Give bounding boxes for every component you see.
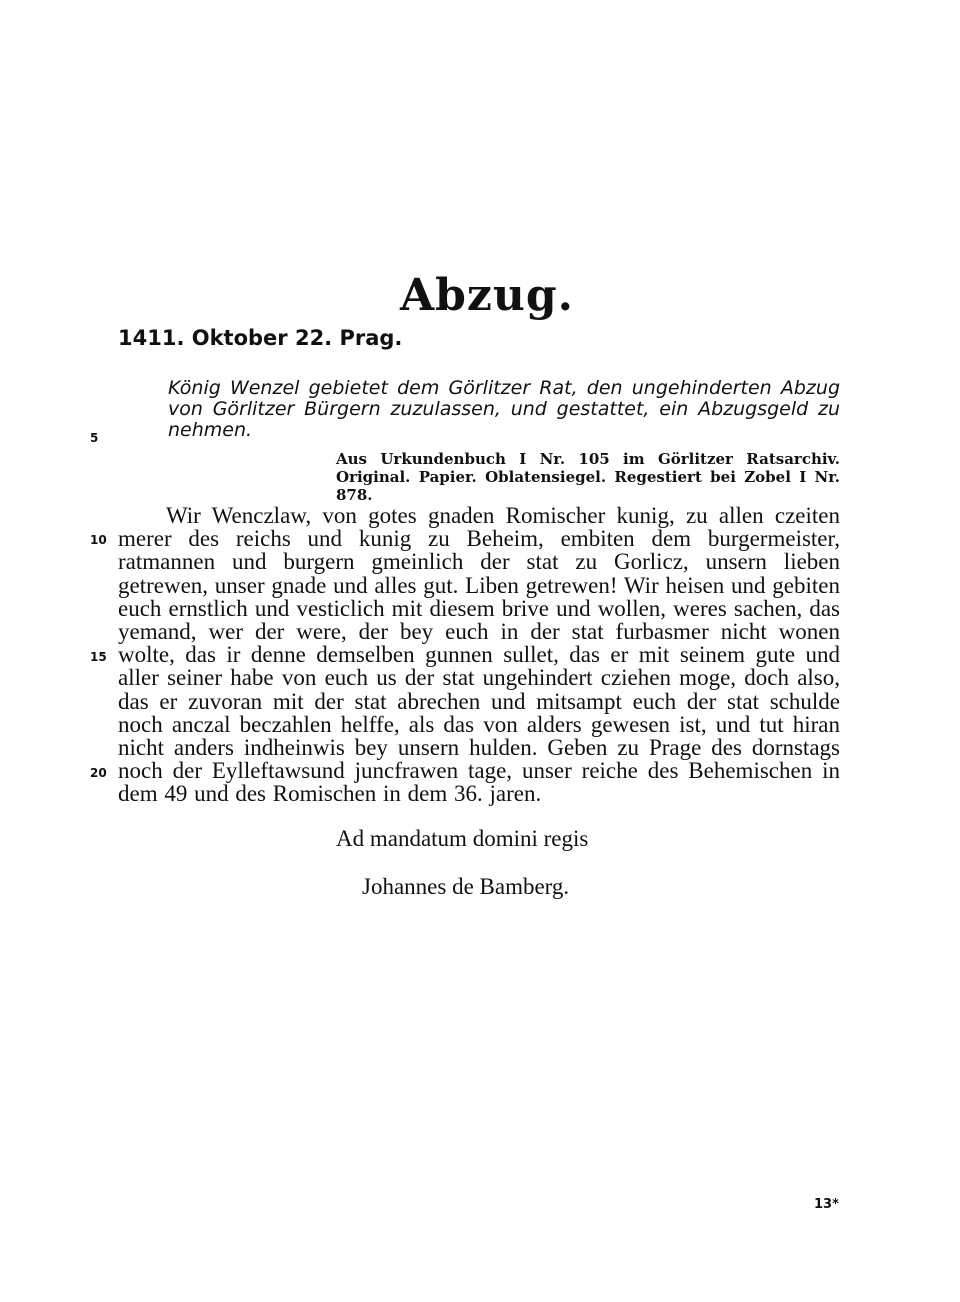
source-note: Aus Urkundenbuch I Nr. 105 im Görlitzer Ratsarchiv. Original. Papier. Oblatensiegel. Regestiert bei Zobel I Nr. 878. (336, 450, 840, 504)
closing-mandate: Ad mandatum domini regis (336, 826, 589, 851)
line-number-10: 10 (90, 533, 107, 547)
summary-paragraph: König Wenzel gebietet dem Görlitzer Rat, den ungehinderten Abzug von Görlitzer Bürgern zuzulassen, und gestattet, ein Abzugsgeld zu nehmen. (168, 377, 840, 441)
closing-signature: Johannes de Bamberg. (362, 874, 570, 899)
line-number-5: 5 (90, 431, 99, 445)
line-number-15: 15 (90, 650, 107, 664)
page-number: 13* (814, 1197, 839, 1212)
body-text: Wir Wenczlaw, von gotes gnaden Romischer kunig, zu allen czeiten merer des reichs und kunig zu Beheim, embiten dem burgermeister, ratmannen und burgern gmeinlich der stat zu Gorlicz, unsern lieben getrewen, unser gnade und alles gut. Liben getrewen! Wir heisen und gebiten euch ernstlich und vesticlich mit diesem brive und wollen, weres sachen, das yemand, wer der were, der bey euch in der stat furbasmer nicht wonen wolte, das ir denne demselben gunnen sullet, das er mit seinem gute und aller seiner habe von euch us der stat ungehindert cziehen moge, doch also, das er zuvoran mit der stat abrechen und mitsampt euch der stat schulde noch anczal beczahlen helffe, als das von alders gewesen ist, und tut hiran nicht anders indheinwis bey unsern hulden. Geben zu Prage des dornstags noch der Eylleftawsund juncfrawen tage, unser reiche des Behemischen in dem 49 und des Romischen in dem 36. jaren. (118, 503, 840, 807)
dateline: 1411. Oktober 22. Prag. (118, 326, 403, 350)
document-title: Abzug. (400, 270, 574, 321)
line-number-20: 20 (90, 766, 107, 780)
